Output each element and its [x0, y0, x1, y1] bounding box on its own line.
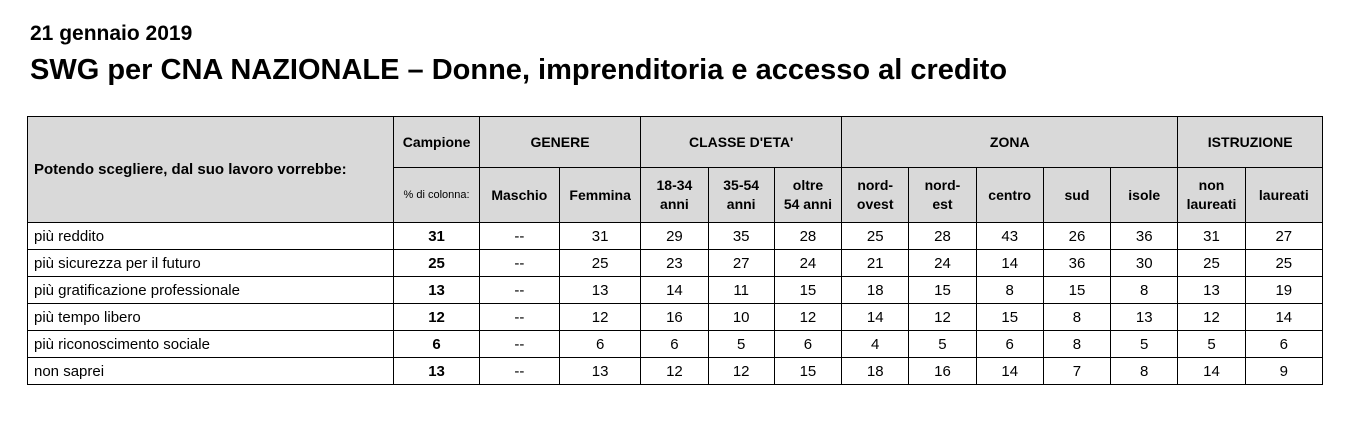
table-cell: 15: [774, 277, 841, 304]
table-cell: 16: [641, 304, 708, 331]
table-cell: 18: [842, 277, 909, 304]
column-header: [479, 168, 559, 223]
column-header: [708, 168, 774, 223]
table-cell: 12: [1178, 304, 1245, 331]
table-cell: 21: [842, 250, 909, 277]
column-header-line: nord-: [924, 177, 961, 193]
table-cell: --: [479, 358, 559, 385]
table-cell: 4: [842, 331, 909, 358]
column-header-line: anni: [726, 196, 756, 212]
table-cell: 15: [976, 304, 1043, 331]
table-cell: 19: [1245, 277, 1322, 304]
column-header-line: centro: [988, 186, 1032, 203]
table-cell: --: [479, 304, 559, 331]
column-header: [842, 168, 909, 223]
table-cell: 36: [1043, 250, 1110, 277]
group-header-istruzione: ISTRUZIONE: [1178, 117, 1323, 168]
table-cell: 13: [560, 277, 641, 304]
table-cell: 9: [1245, 358, 1322, 385]
table-cell: 14: [1245, 304, 1322, 331]
table-cell: 28: [774, 223, 841, 250]
table-cell: 28: [909, 223, 976, 250]
table-cell: 24: [909, 250, 976, 277]
table-cell: 31: [1178, 223, 1245, 250]
table-cell: --: [479, 331, 559, 358]
column-header-line: ovest: [856, 196, 894, 212]
table-cell: --: [479, 223, 559, 250]
table-row: [28, 304, 1323, 331]
table-cell: 6: [976, 331, 1043, 358]
survey-table: [27, 116, 1323, 385]
table-cell: 15: [774, 358, 841, 385]
column-header: [774, 168, 841, 223]
column-header: [1245, 168, 1322, 223]
table-cell: 14: [1178, 358, 1245, 385]
row-label: non saprei: [28, 358, 394, 385]
table-row: [28, 331, 1323, 358]
report-title: SWG per CNA NAZIONALE – Donne, imprenditoria e accesso al credito: [30, 54, 1008, 86]
table-cell: 12: [560, 304, 641, 331]
table-cell: 8: [1043, 304, 1110, 331]
table-cell: 14: [842, 304, 909, 331]
table-cell: 12: [909, 304, 976, 331]
sample-subheader: % di colonna:: [394, 168, 479, 223]
table-cell: 43: [976, 223, 1043, 250]
table-cell: 5: [909, 331, 976, 358]
column-header-line: laureati: [1186, 196, 1237, 212]
column-header-line: sud: [1064, 186, 1090, 203]
table-cell: 5: [708, 331, 774, 358]
sample-value: 6: [394, 331, 479, 358]
table-cell: --: [479, 250, 559, 277]
table-cell: 15: [909, 277, 976, 304]
table-cell: 24: [774, 250, 841, 277]
table-cell: 13: [1178, 277, 1245, 304]
table-cell: 6: [774, 331, 841, 358]
sample-header: Campione: [394, 117, 479, 168]
column-header: [641, 168, 708, 223]
table-cell: 8: [976, 277, 1043, 304]
table-cell: 27: [708, 250, 774, 277]
column-header-line: 35-54: [723, 177, 760, 193]
row-label: più gratificazione professionale: [28, 277, 394, 304]
table-row: [28, 223, 1323, 250]
table-cell: 12: [641, 358, 708, 385]
table-cell: 8: [1111, 358, 1178, 385]
report-date: 21 gennaio 2019: [30, 22, 193, 45]
group-header-genere: GENERE: [479, 117, 641, 168]
row-label: più tempo libero: [28, 304, 394, 331]
table-cell: 14: [641, 277, 708, 304]
table-cell: 25: [842, 223, 909, 250]
table-cell: 14: [976, 250, 1043, 277]
table-cell: 25: [1245, 250, 1322, 277]
column-header-line: laureati: [1258, 186, 1309, 203]
table-cell: --: [479, 277, 559, 304]
table-cell: 35: [708, 223, 774, 250]
table-cell: 6: [560, 331, 641, 358]
table-cell: 23: [641, 250, 708, 277]
row-label: più riconoscimento sociale: [28, 331, 394, 358]
column-header: [909, 168, 976, 223]
sample-value: 12: [394, 304, 479, 331]
column-header-line: 18-34: [656, 177, 693, 193]
column-header-line: nord-: [857, 177, 894, 193]
table-cell: 7: [1043, 358, 1110, 385]
group-header-eta: CLASSE D'ETA': [641, 117, 842, 168]
table-cell: 6: [641, 331, 708, 358]
row-label: più sicurezza per il futuro: [28, 250, 394, 277]
column-header-line: anni: [660, 196, 689, 212]
table-cell: 13: [1111, 304, 1178, 331]
table-cell: 12: [708, 358, 774, 385]
column-header-line: isole: [1128, 186, 1161, 203]
table-cell: 25: [1178, 250, 1245, 277]
table-cell: 13: [560, 358, 641, 385]
table-cell: 14: [976, 358, 1043, 385]
sample-value: 31: [394, 223, 479, 250]
column-header-line: Maschio: [491, 186, 548, 203]
table-row: [28, 250, 1323, 277]
table-cell: 16: [909, 358, 976, 385]
sample-value: 25: [394, 250, 479, 277]
sample-value: 13: [394, 358, 479, 385]
table-cell: 12: [774, 304, 841, 331]
table-cell: 29: [641, 223, 708, 250]
column-header: [1111, 168, 1178, 223]
column-header: [1043, 168, 1110, 223]
table-row: [28, 358, 1323, 385]
column-header: [976, 168, 1043, 223]
table-cell: 8: [1043, 331, 1110, 358]
column-header: [560, 168, 641, 223]
table-cell: 27: [1245, 223, 1322, 250]
column-header-line: Femmina: [569, 186, 631, 203]
table-cell: 11: [708, 277, 774, 304]
table-cell: 8: [1111, 277, 1178, 304]
table-row: [28, 277, 1323, 304]
column-header-line: non: [1198, 177, 1225, 193]
group-header-zona: ZONA: [842, 117, 1178, 168]
table-cell: 25: [560, 250, 641, 277]
column-header-line: oltre: [792, 177, 824, 193]
table-cell: 5: [1111, 331, 1178, 358]
question-header: Potendo scegliere, dal suo lavoro vorrebbe:: [28, 117, 394, 223]
sample-value: 13: [394, 277, 479, 304]
table-cell: 6: [1245, 331, 1322, 358]
table-cell: 18: [842, 358, 909, 385]
table-cell: 31: [560, 223, 641, 250]
table-cell: 5: [1178, 331, 1245, 358]
header-row-groups: [28, 117, 1323, 168]
table-cell: 36: [1111, 223, 1178, 250]
table-cell: 15: [1043, 277, 1110, 304]
table-cell: 10: [708, 304, 774, 331]
column-header-line: 54 anni: [783, 196, 833, 212]
table-cell: 30: [1111, 250, 1178, 277]
column-header-line: est: [932, 196, 953, 212]
table-body: [28, 223, 1323, 385]
column-header: [1178, 168, 1245, 223]
table-cell: 26: [1043, 223, 1110, 250]
row-label: più reddito: [28, 223, 394, 250]
